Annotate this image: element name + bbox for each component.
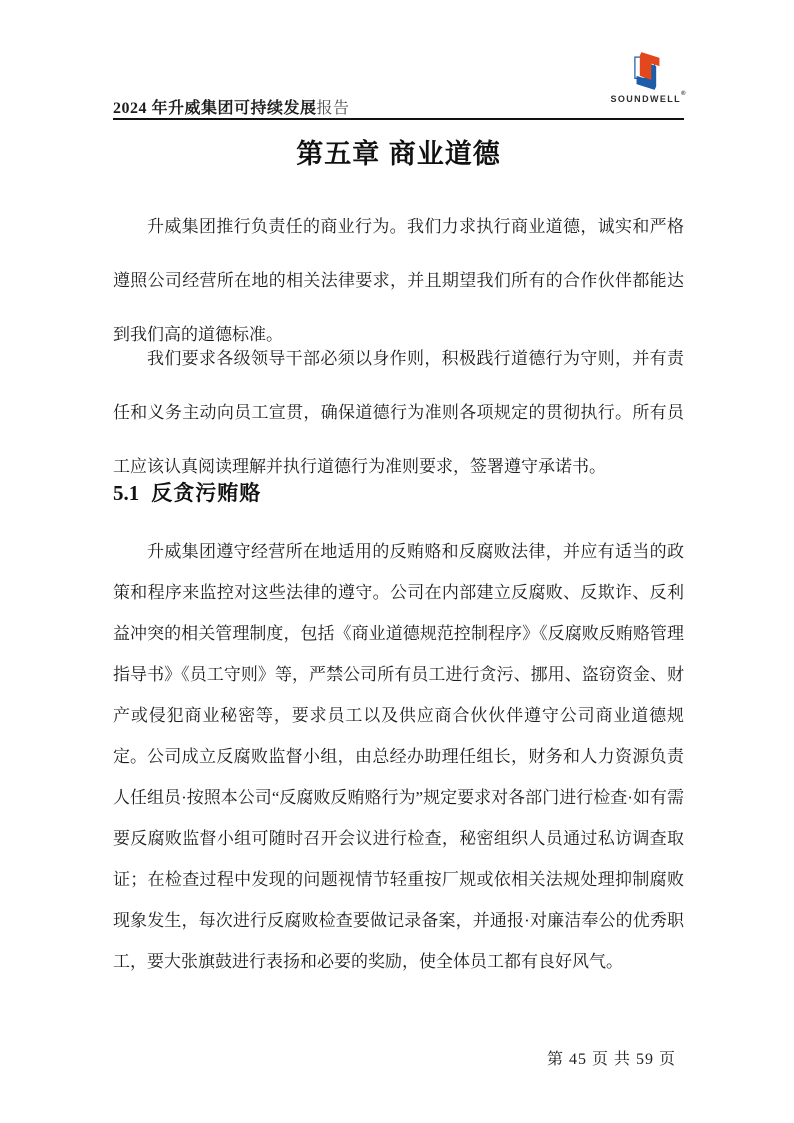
logo-wordmark-text: SOUNDWELL (610, 94, 682, 104)
registered-trademark-icon: ® (681, 91, 686, 97)
soundwell-logo-icon (630, 50, 666, 92)
report-title (113, 95, 350, 118)
section-title: 反贪污贿赂 (151, 482, 262, 505)
paragraph-intro-1: 升威集团推行负责任的商业行为。我们力求执行商业道德，诚实和严格遵照公司经营所在地的相关法律要求，并且期望我们所有的合作伙伴都能达到我们高的道德标准。 (113, 217, 684, 344)
section-number: 5.1 (113, 481, 140, 505)
paragraph-intro-2: 我们要求各级领导干部必须以身作则，积极践行道德行为守则，并有责任和义务主动向员工宣贯，确保道德行为准则各项规定的贯彻执行。所有员工应该认真阅读理解并执行道德行为准则要求，签署遵守承诺书。 (113, 349, 684, 476)
page-footer (113, 1046, 676, 1069)
section-heading (113, 477, 684, 507)
header-divider (113, 118, 684, 120)
chapter-title: 第五章 商业道德 (296, 139, 501, 169)
report-title-tail: 报告 (316, 100, 350, 117)
report-title-main: 2024 年升威集团可持续发展 (113, 100, 317, 117)
page-number: 第 45 页 共 59 页 (546, 1051, 676, 1068)
company-logo (608, 50, 688, 104)
logo-wordmark (608, 91, 688, 104)
paragraph-section-1: 升威集团遵守经营所在地适用的反贿赂和反腐败法律，并应有适当的政策和程序来监控对这些法律的遵守。公司在内部建立反腐败、反欺诈、反利益冲突的相关管理制度，包括《商业道德规范控制程序》《反腐败反贿赂管理指导书》《员工守则》等，严禁公司所有员工进行贪污、挪用、盗窃资金、财产或侵犯商业秘密等，要求员工以及供应商合伙伙伴遵守公司商业道德规定。 (113, 542, 684, 766)
paragraph-section-2: 公司成立反腐败监督小组，由总经办助理任组长，财务和人力资源负责人任组员·按照本公司“反腐败反贿赂行为”规定要求对各部门进行检查·如有需要反腐败监督小组可随时召开会议进行检查，秘密组织人员通过私访调查取证；在检查过程中发现的问题视情节轻重按厂规或依相关法规处理抑制腐败现象发生，每次进行反腐败检查要做记录备案，并通报·对廉洁奉公的优秀职工，要大张旗鼓进行表扬和必要的奖励，使全体员工都有良好风气。 (113, 747, 684, 971)
